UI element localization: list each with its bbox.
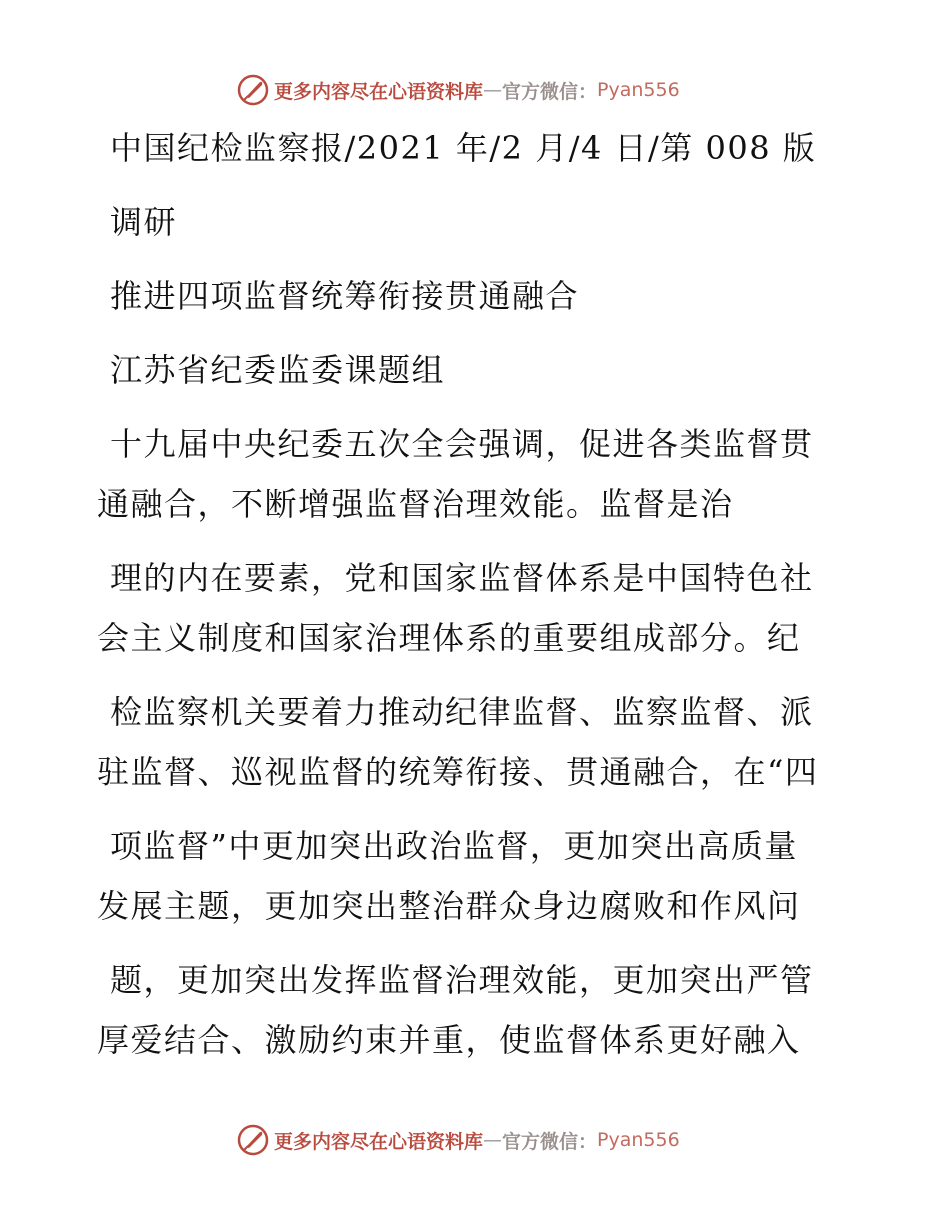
header-watermark bbox=[236, 72, 680, 108]
watermark-label: 官方微信： bbox=[502, 80, 598, 103]
quill-pen-icon bbox=[236, 1123, 270, 1157]
body-line: 项监督”中更加突出政治监督，更加突出高质量 bbox=[110, 827, 798, 865]
body-line: 驻监督、巡视监督的统筹衔接、贯通融合，在“四 bbox=[97, 753, 819, 791]
body-line: 通融合，不断增强监督治理效能。监督是治 bbox=[97, 485, 734, 523]
body-line: 检监察机关要着力推动纪律监督、监察监督、派 bbox=[110, 693, 814, 731]
article-source: 中国纪检监察报/2021 年/2 月/4 日/第 008 版 bbox=[110, 129, 817, 167]
body-line: 理的内在要素，党和国家监督体系是中国特色社 bbox=[110, 559, 814, 597]
watermark-main-text: 更多内容尽在心语资料库 bbox=[274, 80, 484, 103]
watermark-id: Pyan556 bbox=[597, 79, 680, 101]
watermark-main-text: 更多内容尽在心语资料库 bbox=[274, 1130, 484, 1153]
quill-pen-icon bbox=[236, 73, 270, 107]
article-author: 江苏省纪委监委课题组 bbox=[110, 351, 446, 389]
article-title: 推进四项监督统筹衔接贯通融合 bbox=[110, 277, 580, 315]
watermark-dash: — bbox=[483, 79, 503, 101]
body-line: 题，更加突出发挥监督治理效能，更加突出严管 bbox=[110, 961, 814, 999]
watermark-dash: — bbox=[483, 1129, 503, 1151]
body-line: 会主义制度和国家治理体系的重要组成部分。纪 bbox=[97, 619, 801, 657]
body-line: 十九届中央纪委五次全会强调，促进各类监督贯 bbox=[110, 425, 814, 463]
article-column: 调研 bbox=[110, 203, 178, 241]
footer-watermark bbox=[236, 1122, 680, 1158]
body-line: 发展主题，更加突出整治群众身边腐败和作风问 bbox=[97, 887, 801, 925]
watermark-label: 官方微信： bbox=[502, 1130, 598, 1153]
body-line: 厚爱结合、激励约束并重，使监督体系更好融入 bbox=[97, 1021, 801, 1059]
watermark-id: Pyan556 bbox=[597, 1129, 680, 1151]
